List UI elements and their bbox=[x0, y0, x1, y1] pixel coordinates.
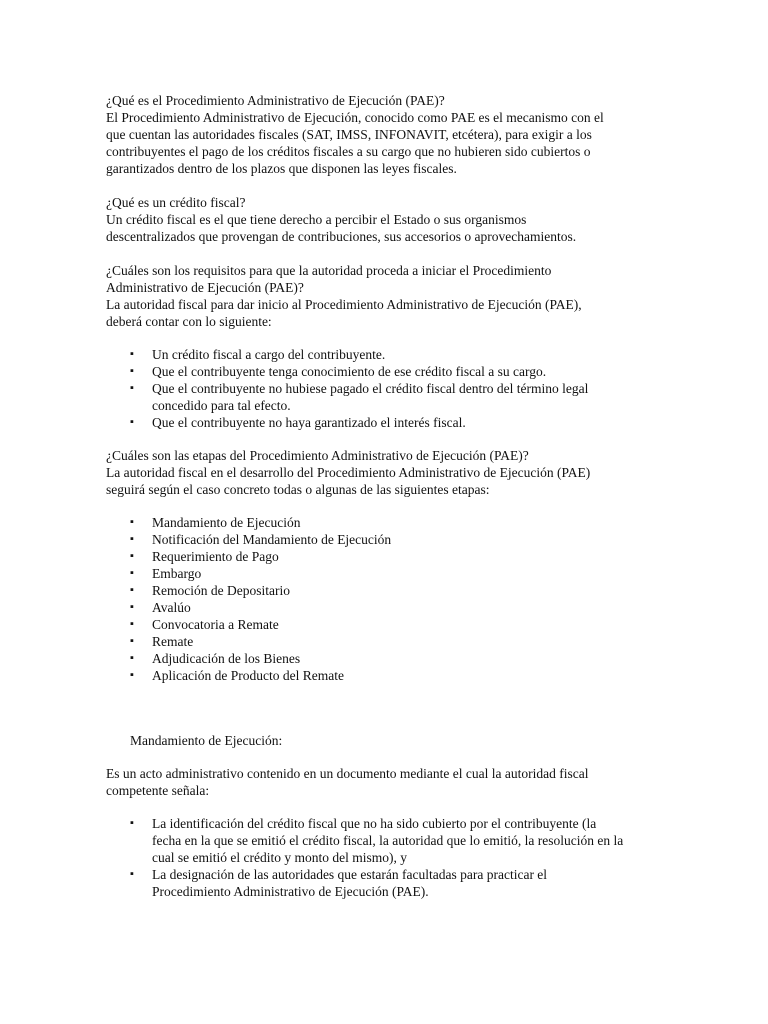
list-item-text: concedido para tal efecto. bbox=[152, 398, 291, 413]
list-item-text: Requerimiento de Pago bbox=[152, 549, 279, 564]
bullet-icon: ▪ bbox=[130, 868, 134, 880]
subsection-heading: Mandamiento de Ejecución: bbox=[130, 733, 283, 748]
answer-line: Es un acto administrativo contenido en un documento mediante el cual la autoridad fiscal bbox=[106, 766, 589, 781]
bullet-icon: ▪ bbox=[130, 652, 134, 664]
bullet-icon: ▪ bbox=[130, 584, 134, 596]
bullet-icon: ▪ bbox=[130, 601, 134, 613]
list-item bbox=[106, 380, 666, 414]
requisitos-list bbox=[106, 346, 666, 431]
answer-line: seguirá según el caso concreto todas o algunas de las siguientes etapas: bbox=[106, 482, 490, 497]
list-item-text: Procedimiento Administrativo de Ejecución (PAE). bbox=[152, 884, 429, 899]
list-item bbox=[106, 414, 666, 431]
blank-space bbox=[106, 684, 666, 732]
section-mandamiento bbox=[106, 732, 666, 900]
list-item bbox=[106, 582, 666, 599]
list-item-text: Que el contribuyente no haya garantizado el interés fiscal. bbox=[152, 415, 466, 430]
bullet-icon: ▪ bbox=[130, 669, 134, 681]
list-item-text: Que el contribuyente tenga conocimiento de ese crédito fiscal a su cargo. bbox=[152, 364, 547, 379]
list-item bbox=[106, 565, 666, 582]
list-item-text: Adjudicación de los Bienes bbox=[152, 651, 301, 666]
list-item bbox=[106, 815, 666, 866]
answer-line: descentralizados que provengan de contribuciones, sus accesorios o aprovechamientos. bbox=[106, 229, 577, 244]
list-item-text: Avalúo bbox=[152, 600, 191, 615]
answer-line: competente señala: bbox=[106, 783, 210, 798]
bullet-icon: ▪ bbox=[130, 348, 134, 360]
section-etapas bbox=[106, 447, 666, 684]
list-item-text: Remate bbox=[152, 634, 194, 649]
bullet-icon: ▪ bbox=[130, 567, 134, 579]
list-item-text: Que el contribuyente no hubiese pagado el crédito fiscal dentro del término legal bbox=[152, 381, 589, 396]
bullet-icon: ▪ bbox=[130, 533, 134, 545]
question-heading: ¿Qué es un crédito fiscal? bbox=[106, 195, 246, 210]
answer-line: garantizados dentro de los plazos que disponen las leyes fiscales. bbox=[106, 161, 457, 176]
bullet-icon: ▪ bbox=[130, 365, 134, 377]
list-item bbox=[106, 531, 666, 548]
list-item bbox=[106, 650, 666, 667]
bullet-icon: ▪ bbox=[130, 635, 134, 647]
list-item-text: Embargo bbox=[152, 566, 202, 581]
list-item bbox=[106, 616, 666, 633]
answer-line: La autoridad fiscal para dar inicio al Procedimiento Administrativo de Ejecución (PAE), bbox=[106, 297, 582, 312]
bullet-icon: ▪ bbox=[130, 382, 134, 394]
bullet-icon: ▪ bbox=[130, 516, 134, 528]
list-item-text: cual se emitió el crédito y monto del mismo), y bbox=[152, 850, 407, 865]
list-item bbox=[106, 866, 666, 900]
answer-line: deberá contar con lo siguiente: bbox=[106, 314, 272, 329]
section-que-es-pae bbox=[106, 92, 666, 177]
section-credito-fiscal bbox=[106, 194, 666, 245]
list-item-text: Aplicación de Producto del Remate bbox=[152, 668, 344, 683]
bullet-icon: ▪ bbox=[130, 817, 134, 829]
answer-line: que cuentan las autoridades fiscales (SAT, IMSS, INFONAVIT, etcétera), para exigir a los bbox=[106, 127, 592, 142]
list-item-text: Notificación del Mandamiento de Ejecución bbox=[152, 532, 392, 547]
question-heading: ¿Qué es el Procedimiento Administrativo de Ejecución (PAE)? bbox=[106, 93, 445, 108]
answer-line: contribuyentes el pago de los créditos fiscales a su cargo que no hubieren sido cubiertos o bbox=[106, 144, 591, 159]
list-item bbox=[106, 599, 666, 616]
list-item bbox=[106, 363, 666, 380]
list-item-text: Remoción de Depositario bbox=[152, 583, 290, 598]
list-item-text: La designación de las autoridades que estarán facultadas para practicar el bbox=[152, 867, 548, 882]
list-item-text: Mandamiento de Ejecución bbox=[152, 515, 301, 530]
mandamiento-list bbox=[106, 815, 666, 900]
question-heading: ¿Cuáles son las etapas del Procedimiento Administrativo de Ejecución (PAE)? bbox=[106, 448, 529, 463]
list-item bbox=[106, 548, 666, 565]
answer-line: El Procedimiento Administrativo de Ejecución, conocido como PAE es el mecanismo con el bbox=[106, 110, 604, 125]
answer-line: La autoridad fiscal en el desarrollo del Procedimiento Administrativo de Ejecución (PAE) bbox=[106, 465, 591, 480]
section-requisitos bbox=[106, 262, 666, 431]
bullet-icon: ▪ bbox=[130, 618, 134, 630]
list-item-text: La identificación del crédito fiscal que no ha sido cubierto por el contribuyente (la bbox=[152, 816, 597, 831]
bullet-icon: ▪ bbox=[130, 416, 134, 428]
document-body bbox=[106, 92, 666, 900]
list-item bbox=[106, 346, 666, 363]
question-heading: Administrativo de Ejecución (PAE)? bbox=[106, 280, 304, 295]
list-item-text: Convocatoria a Remate bbox=[152, 617, 279, 632]
list-item-text: Un crédito fiscal a cargo del contribuyente. bbox=[152, 347, 386, 362]
bullet-icon: ▪ bbox=[130, 550, 134, 562]
list-item bbox=[106, 667, 666, 684]
list-item bbox=[106, 633, 666, 650]
list-item bbox=[106, 514, 666, 531]
list-item-text: fecha en la que se emitió el crédito fiscal, la autoridad que lo emitió, la resolución en la bbox=[152, 833, 624, 848]
question-heading: ¿Cuáles son los requisitos para que la autoridad proceda a iniciar el Procedimiento bbox=[106, 263, 552, 278]
answer-line: Un crédito fiscal es el que tiene derecho a percibir el Estado o sus organismos bbox=[106, 212, 527, 227]
etapas-list bbox=[106, 514, 666, 684]
